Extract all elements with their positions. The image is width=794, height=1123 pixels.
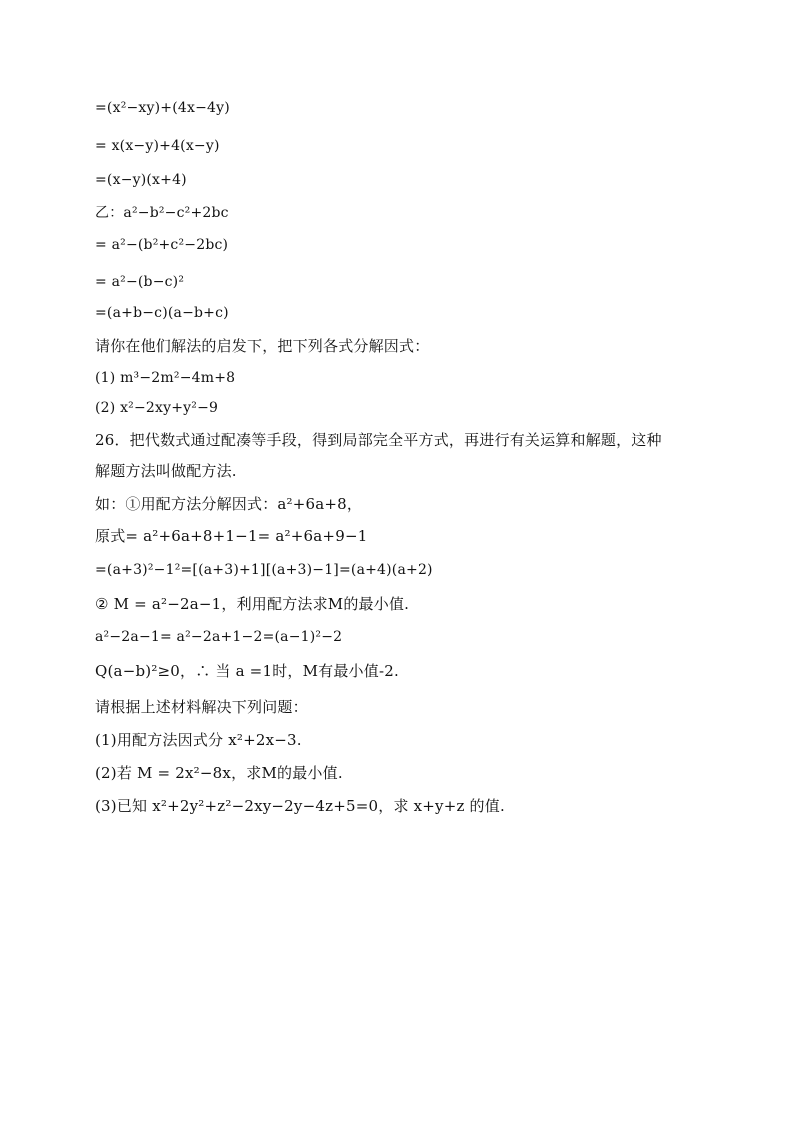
math-line-2: = x(x−y)+4(x−y) [95,138,220,154]
subquestion-2: (2) x²−2xy+y²−9 [95,400,219,416]
question-26-heading-cont: 解题方法叫做配方法. [95,462,237,480]
problem-3: (3)已知 x²+2y²+z²−2xy−2y−4z+5=0，求 x+y+z 的值. [95,797,505,815]
example-1-step-1: 原式= a²+6a+8+1−1= a²+6a+9−1 [95,527,368,545]
math-line-5: = a²−(b²+c²−2bc) [95,237,229,253]
question-26-heading: 26．把代数式通过配凑等手段，得到局部完全平方式，再进行有关运算和解题，这种 [95,431,662,449]
example-1-step-2: =(a+3)²−1²=[(a+3)+1][(a+3)−1]=(a+4)(a+2) [95,562,433,578]
math-line-1: =(x²−xy)+(4x−4y) [95,100,230,116]
math-line-3: =(x−y)(x+4) [95,172,187,188]
problem-2: (2)若 M = 2x²−8x，求M的最小值. [95,764,343,782]
example-2-step-1: a²−2a−1= a²−2a+1−2=(a−1)²−2 [95,629,343,645]
example-2-conclusion: Q(a−b)²≥0，∴ 当 a =1时，M有最小值-2. [95,662,399,680]
subquestion-1: (1) m³−2m²−4m+8 [95,370,236,386]
method-yi-line: 乙：a²−b²−c²+2bc [95,205,229,221]
problem-1: (1)用配方法因式分 x²+2x−3. [95,731,302,749]
math-line-6: = a²−(b−c)² [95,274,185,290]
example-1-line: 如：①用配方法分解因式：a²+6a+8， [95,495,363,513]
instruction-text: 请你在他们解法的启发下，把下列各式分解因式： [95,337,430,355]
example-2-line: ② M = a²−2a−1，利用配方法求M的最小值. [95,595,410,613]
math-line-7: =(a+b−c)(a−b+c) [95,305,229,321]
problems-intro: 请根据上述材料解决下列问题： [95,698,308,716]
